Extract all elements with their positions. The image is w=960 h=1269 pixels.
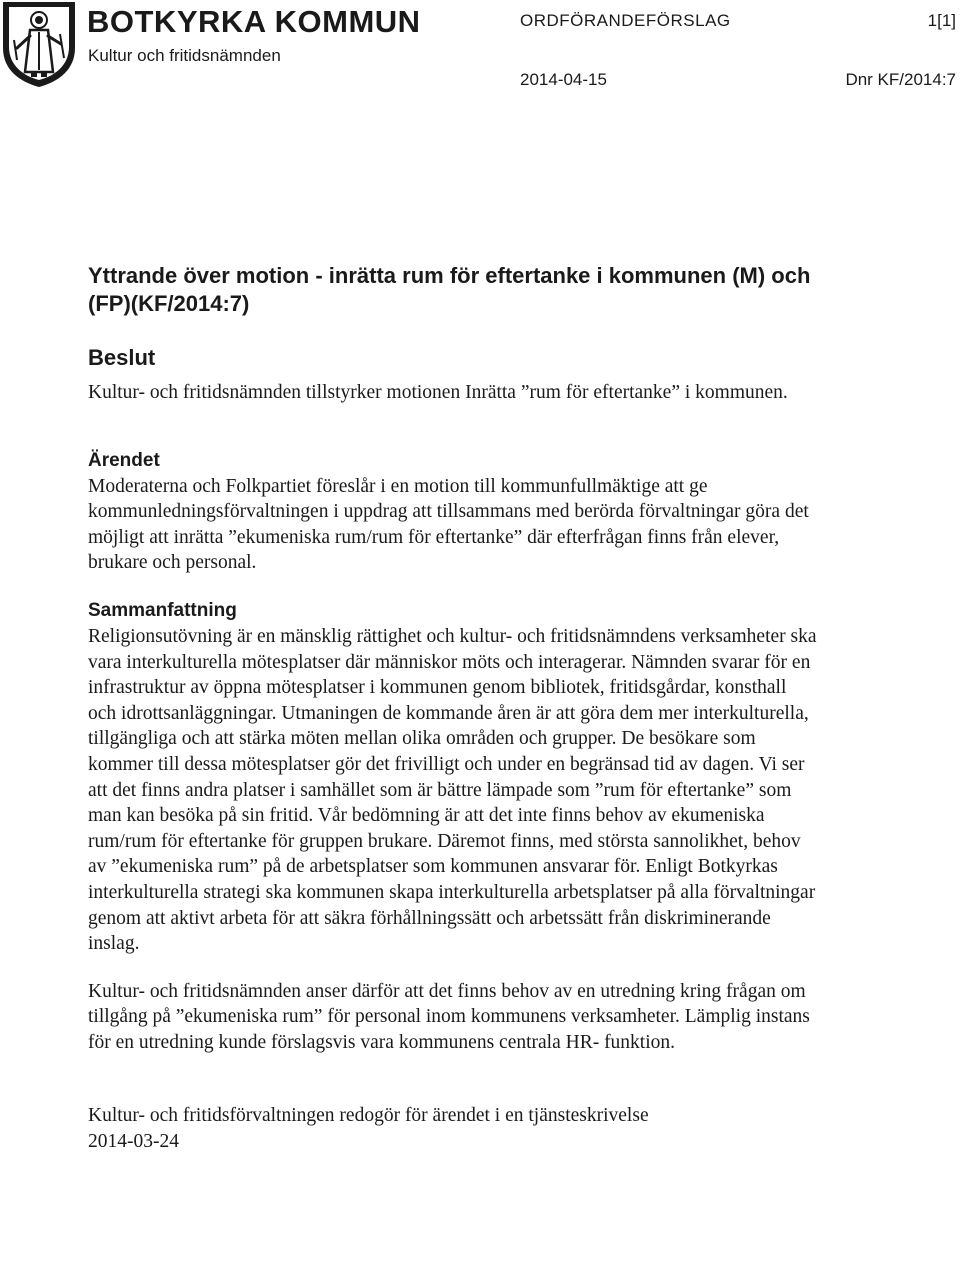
footer-text: Kultur- och fritidsförvaltningen redogör för ärendet i en tjänsteskrivelse: [88, 1105, 649, 1127]
sammanfattning-paragraph-2: Kultur- och fritidsnämnden anser därför att det finns behov av en utredning kring frågan om tillgång på ”ekumeniska rum” för personal inom kommunens verksamheter. Lämplig instans för en utredning kunde förslagsvis vara kommunens centrala HR- funktion.: [88, 980, 810, 1053]
document-date: 2014-04-15: [520, 70, 607, 89]
section-heading-sammanfattning: Sammanfattning: [88, 599, 237, 621]
document-body: [88, 262, 818, 1155]
municipal-crest-icon: [0, 0, 78, 88]
organization-name: BOTKYRKA KOMMUN: [87, 4, 421, 39]
section-heading-arendet: Ärendet: [88, 449, 160, 471]
document-registration-number: Dnr KF/2014:7: [845, 70, 956, 89]
document-title: Yttrande över motion - inrätta rum för eftertanke i kommunen (M) och (FP)(KF/2014:7): [88, 263, 811, 316]
document-type: ORDFÖRANDEFÖRSLAG: [520, 11, 731, 30]
footer-date: 2014-03-24: [88, 1131, 179, 1153]
section-heading-beslut: Beslut: [88, 345, 156, 370]
sammanfattning-paragraph-1: Religionsutövning är en mänsklig rättighet och kultur- och fritidsnämndens verksamheter ska vara interkulturella mötesplatser där människor möts och interagerar. Nämnden svarar för en infrastruktur av öppna mötesplatser i kommunen genom bibliotek, fritidsgårdar, konsthall och idrottsanläggningar. Utmaningen de kommande åren är att göra dem mer interkulturella, tillgängliga och att stärka möten mellan olika områden och grupper. De besökare som kommer till dessa mötesplatser gör det frivilligt och under en begränsad tid av dagen. Vi ser att det finns andra platser i samhället som är bättre lämpade som ”rum för eftertanke” som man kan besöka på sin fritid. Vår bedömning är att det inte finns behov av ekumeniska rum/rum för eftertanke för gruppen brukare. Däremot finns, med största sannolikhet, behov av ”ekumeniska rum” på de arbetsplatser som kommunen ansvarar för. Enligt Botkyrkas interkulturella strategi ska kommunen skapa interkulturella arbetsplatser på alla förvaltningar genom att aktivt arbeta för att säkra förhållningssätt och arbetssätt från diskriminerande inslag.: [88, 625, 817, 955]
organization-unit: Kultur och fritidsnämnden: [88, 46, 281, 65]
arendet-text: Moderaterna och Folkpartiet föreslår i en motion till kommunfullmäktige att ge kommunledningsförvaltningen i uppdrag att tillsammans med berörda förvaltningar göra det möjligt att inrätta ”ekumeniska rum/rum för eftertanke” där efterfrågan finns från elever, brukare och personal.: [88, 475, 809, 574]
beslut-text: Kultur- och fritidsnämnden tillstyrker motionen Inrätta ”rum för eftertanke” i kommunen.: [88, 382, 788, 403]
page-number: 1[1]: [927, 11, 956, 30]
